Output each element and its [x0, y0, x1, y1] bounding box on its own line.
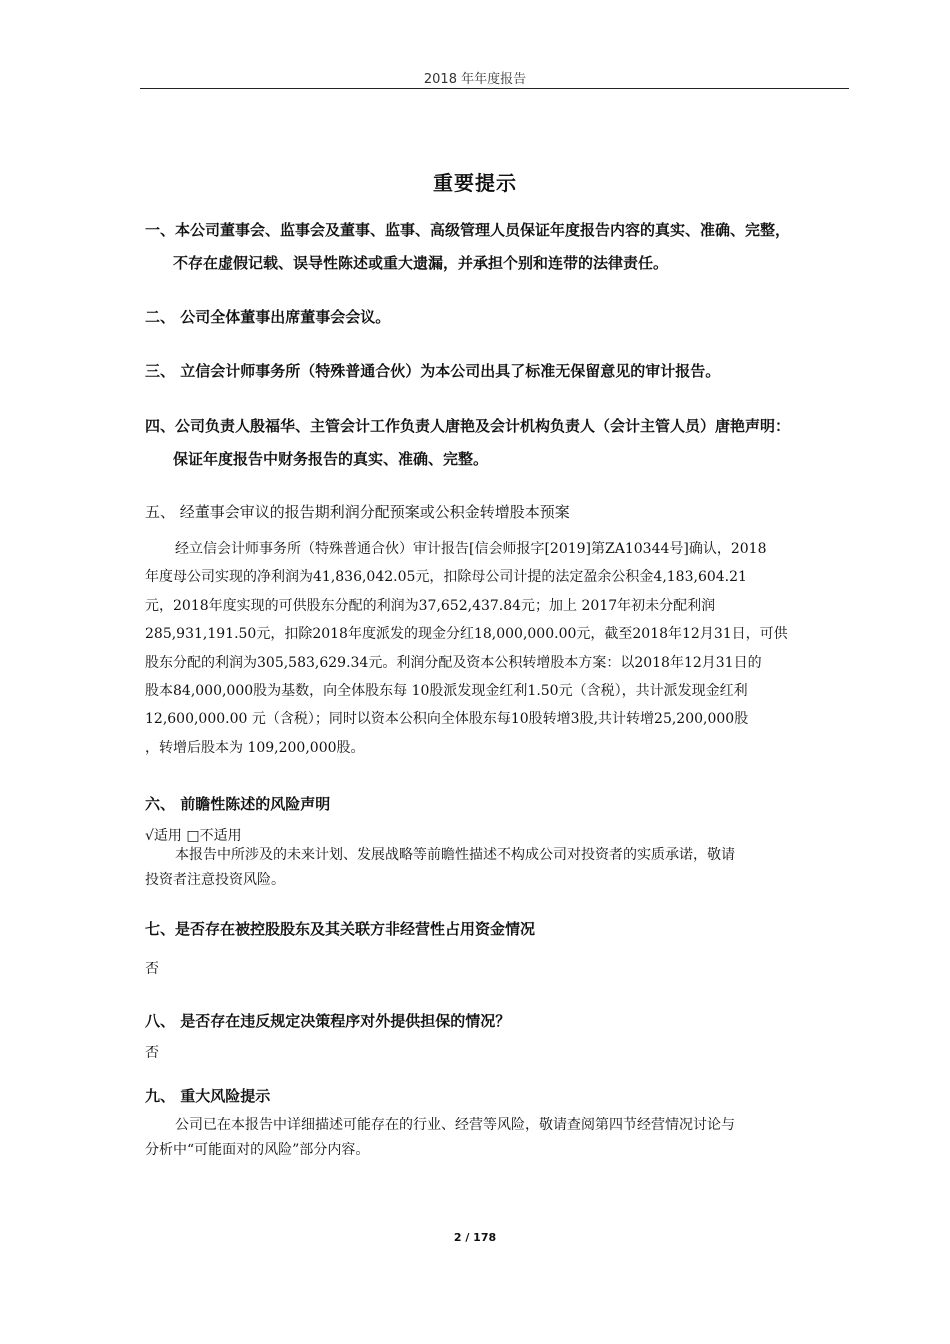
section-5-line: ，转增后股本为 109,200,000股。 — [145, 739, 365, 756]
section-5-heading: 五、 经董事会审议的报告期利润分配预案或公积金转增股本预案 — [145, 503, 570, 521]
section-5-line: 股东分配的利润为305,583,629.34元。利润分配及资本公积转增股本方案：以2018年12月31日的 — [145, 654, 762, 671]
applicable-checkbox: √适用 □不适用 — [145, 828, 242, 844]
page-title: 重要提示 — [433, 171, 517, 195]
header-rule — [140, 88, 849, 89]
section-5-line: 年度母公司实现的净利润为41,836,042.05元，扣除母公司计提的法定盈余公积金4,183,604.21 — [145, 569, 747, 586]
section-5-line: 12,600,000.00 元（含税）；同时以资本公积向全体股东每10股转增3股,共计转增25,200,000股 — [145, 711, 749, 728]
section-6-heading: 六、 前瞻性陈述的风险声明 — [145, 795, 331, 813]
section-5-line: 元，2018年度实现的可供股东分配的利润为37,652,437.84元；加上 2017年初未分配利润 — [145, 597, 716, 614]
section-3: 三、 立信会计师事务所（特殊普通合伙）为本公司出具了标准无保留意见的审计报告。 — [145, 362, 721, 380]
section-9-line: 分析中“可能面对的风险”部分内容。 — [145, 1141, 370, 1158]
page-number: 2 / 178 — [453, 1231, 497, 1244]
section-1-line-1: 一、本公司董事会、监事会及董事、监事、高级管理人员保证年度报告内容的真实、准确、完整， — [145, 221, 791, 239]
section-9-line: 公司已在本报告中详细描述可能存在的行业、经营等风险，敬请查阅第四节经营情况讨论与 — [175, 1117, 735, 1133]
section-2: 二、 公司全体董事出席董事会会议。 — [145, 308, 391, 326]
section-4-line-2: 保证年度报告中财务报告的真实、准确、完整。 — [173, 450, 489, 468]
section-7-heading: 七、是否存在被控股股东及其关联方非经营性占用资金情况 — [145, 920, 536, 938]
section-1-line-2: 不存在虚假记载、误导性陈述或重大遗漏，并承担个别和连带的法律责任。 — [173, 254, 669, 272]
running-header: 2018 年年度报告 — [423, 72, 527, 87]
section-6-line: 投资者注意投资风险。 — [145, 871, 285, 888]
section-7-answer: 否 — [145, 961, 159, 977]
section-5-line: 股本84,000,000股为基数，向全体股东每 10股派发现金红利1.50元（含税），共计派发现金红利 — [145, 683, 748, 700]
section-6-line: 本报告中所涉及的未来计划、发展战略等前瞻性描述不构成公司对投资者的实质承诺，敬请 — [175, 847, 735, 863]
section-9-body — [145, 1113, 850, 1162]
section-4-line-1: 四、公司负责人殷福华、主管会计工作负责人唐艳及会计机构负责人（会计主管人员）唐艳声明： — [145, 417, 791, 435]
section-5-line: 285,931,191.50元，扣除2018年度派发的现金分红18,000,000.00元，截至2018年12月31日，可供 — [145, 626, 788, 643]
section-8-answer: 否 — [145, 1045, 159, 1061]
section-8-heading: 八、 是否存在违反规定决策程序对外提供担保的情况？ — [145, 1012, 511, 1030]
section-5-body — [145, 535, 850, 762]
section-6-body — [145, 843, 850, 892]
section-5-line: 经立信会计师事务所（特殊普通合伙）审计报告[信会师报字[2019]第ZA10344号]确认，2018 — [175, 541, 767, 557]
section-9-heading: 九、 重大风险提示 — [145, 1087, 271, 1105]
